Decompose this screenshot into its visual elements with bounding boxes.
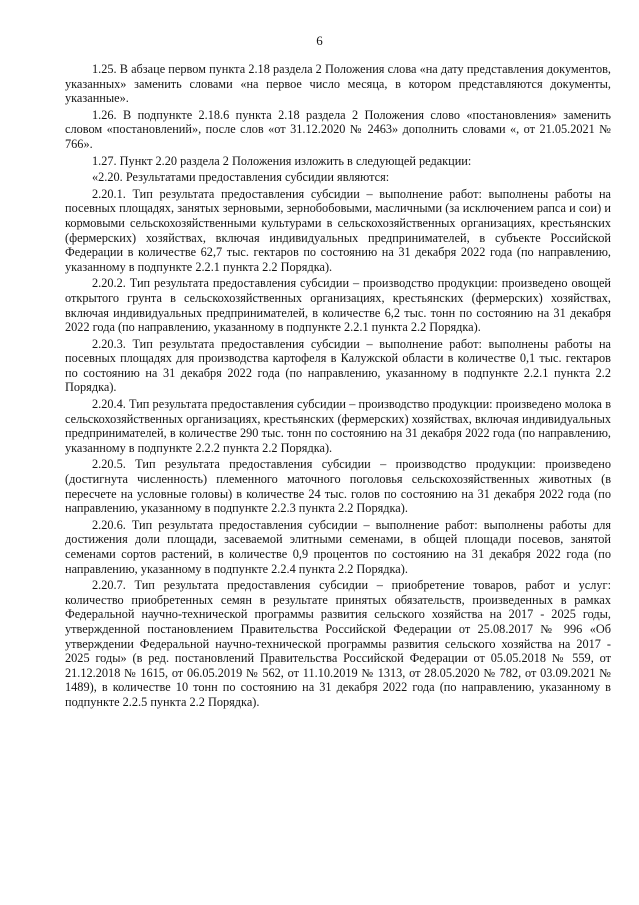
- paragraph-1-27: 1.27. Пункт 2.20 раздела 2 Положения изложить в следующей редакции:: [92, 153, 472, 168]
- paragraph-1-25: 1.25. В абзаце первом пункта 2.18 раздела 2 Положения слова «на дату представления документов, указанных» заменить словами «на первое число месяца, в котором представляются документы, указанные».: [65, 62, 611, 106]
- paragraph-2-20: «2.20. Результатами предоставления субсидии являются:: [92, 170, 390, 185]
- document-body: [65, 62, 611, 712]
- page-number: 6: [316, 33, 323, 48]
- paragraph-2-20-4: 2.20.4. Тип результата предоставления субсидии – производство продукции: произведено молока в сельскохозяйственных организациях, крестьянских (фермерских) хозяйствах, включая индивидуальных предпринимателей, в количестве 290 тыс. тонн по состоянию на 31 декабря 2022 года (по направлению, указанному в подпункте 2.2.2 пункта 2.2 Порядка).: [65, 397, 611, 455]
- paragraph-2-20-5: 2.20.5. Тип результата предоставления субсидии – производство продукции: произведено (достигнута численность) племенного маточного поголовья сельскохозяйственных животных (в пересчете на условные головы) в количестве 24 тыс. голов по состоянию на 31 декабря 2022 года (по направлению, указанному в подпункте 2.2.3 пункта 2.2 Порядка).: [65, 457, 611, 516]
- paragraph-2-20-1: 2.20.1. Тип результата предоставления субсидии – выполнение работ: выполнены работы на посевных площадях, занятых зерновыми, зернобобовыми, масличными (за исключением рапса и сои) и кормовыми сельскохозяйственными культурами в сельскохозяйственных организациях, крестьянских (фермерских) хозяйствах, включая индивидуальных предпринимателей, в субъекте Российской Федерации в количестве 62,7 тыс. гектаров по состоянию на 31 декабря 2022 года (по направлению, указанному в подпункте 2.2.1 пункта 2.2 Порядка).: [65, 186, 611, 274]
- paragraph-2-20-2: 2.20.2. Тип результата предоставления субсидии – производство продукции: произведено овощей открытого грунта в сельскохозяйственных организациях, крестьянских (фермерских) хозяйствах, включая индивидуальных предпринимателей, в количестве 6,2 тыс. тонн по состоянию на 31 декабря 2022 года (по направлению, указанному в подпункте 2.2.1 пункта 2.2 Порядка).: [65, 276, 611, 335]
- paragraph-2-20-6: 2.20.6. Тип результата предоставления субсидии – выполнение работ: выполнены работы для достижения доли площади, засеваемой элитными семенами, в общей площади посевов, занятой семенами сортов растений, в количестве 0,9 процентов по состоянию на 31 декабря 2022 года (по направлению, указанному в подпункте 2.2.4 пункта 2.2 Порядка).: [65, 517, 611, 576]
- paragraph-2-20-7: 2.20.7. Тип результата предоставления субсидии – приобретение товаров, работ и услуг: количество приобретенных семян в результате принятых обязательств, произведенных в рамках Федеральной научно-технической программы развития сельского хозяйства на 2017 - 2025 годы, утвержденной постановлением Правительства Российской Федерации от 25.08.2017 № 996 «Об утверждении Федеральной научно-технической программы развития сельского хозяйства на 2017 - 2025 годы» (в ред. постановлений Правительства Российской Федерации от 05.05.2018 № 559, от 21.12.2018 № 1615, от 06.05.2019 № 562, от 11.10.2019 № 1313, от 28.05.2020 № 782, от 03.09.2021 № 1489), в количестве 10 тонн по состоянию на 31 декабря 2022 года (по направлению, указанному в подпункте 2.2.5 пункта 2.2 Порядка).: [65, 578, 611, 709]
- paragraph-1-26: 1.26. В подпункте 2.18.6 пункта 2.18 раздела 2 Положения слово «постановления» заменить словом «постановлений», после слов «от 31.12.2020 № 2463» дополнить словами «, от 21.05.2021 № 766».: [65, 107, 611, 151]
- paragraph-2-20-3: 2.20.3. Тип результата предоставления субсидии – выполнение работ: выполнены работы на посевных площадях для производства картофеля в Калужской области в количестве 0,1 тыс. гектаров по состоянию на 31 декабря 2022 года (по направлению, указанному в подпункте 2.2.1 пункта 2.2 Порядка).: [65, 336, 611, 395]
